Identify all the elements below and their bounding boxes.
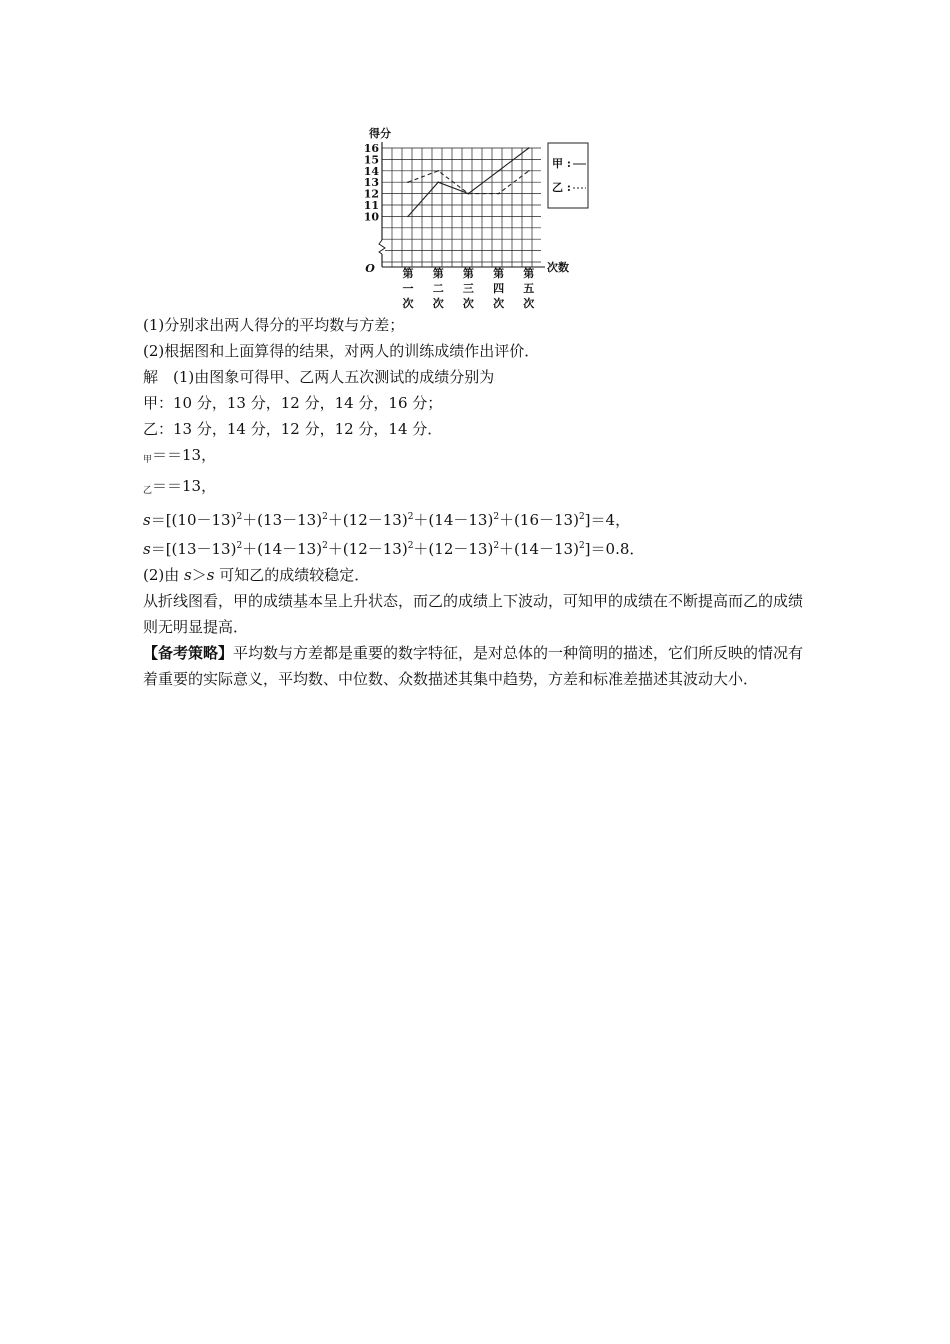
square-exp: 2 [236,541,243,551]
score-line-chart [360,125,600,310]
var-symbol: s [206,566,215,584]
y-tick-label: 16 [363,142,379,155]
var-term: ＝[(13－13) [150,540,237,558]
data-point [528,147,530,149]
data-point [437,181,439,183]
strategy-paragraph [143,640,813,692]
x-axis-label: 次数 [547,261,569,274]
var-term: ＋(13－13) [242,511,323,529]
x-tick-label: 次 [462,297,474,310]
var-term: ＋(12－13) [413,540,494,558]
x-tick-label: 三 [462,282,474,295]
y-axis-label: 得分 [369,127,391,140]
mean-yi [143,473,813,504]
y-tick-label: 15 [363,153,379,167]
chart-svg [360,125,600,310]
var-term: ＋(14－13) [242,540,323,558]
legend-label: 甲 : [552,157,571,170]
x-tick-label: 第 [462,267,474,280]
part2-suffix: 可知乙的成绩较稳定． [214,566,370,584]
square-exp: 2 [493,512,500,522]
var-term: ＋(12－13) [327,511,408,529]
mean-jia-value: ＝＝13， [152,446,217,464]
variance-jia [143,504,813,533]
mean-jia [143,442,813,473]
origin-label: O [365,262,375,275]
data-point [468,193,470,195]
x-tick-label: 第 [402,267,414,280]
x-tick-label: 五 [523,282,535,295]
data-point [498,193,500,195]
gt-symbol: ＞ [191,566,207,584]
square-exp: 2 [322,512,328,522]
yi-scores: 乙：13 分，14 分，12 分，12 分，14 分． [143,420,443,438]
jia-scores: 甲：10 分，13 分，12 分，14 分，16 分； [143,394,443,412]
var-symbol: s [184,566,192,584]
y-tick-label: 10 [363,210,379,224]
solution-intro: 解 (1)由图象可得甲、乙两人五次测试的成绩分别为 [143,368,495,386]
data-point [437,170,439,172]
legend-box [548,143,588,208]
square-exp: 2 [407,541,414,551]
x-tick-label: 第 [523,267,535,280]
var-result: ]＝4， [584,511,631,529]
data-point [528,170,530,172]
mean-jia-sub: 甲 [143,455,153,465]
y-tick-label: 11 [363,199,379,212]
x-tick-label: 次 [493,297,505,310]
mean-yi-sub: 乙 [143,486,153,496]
y-tick-label: 14 [363,164,379,178]
var-symbol: s [143,540,151,558]
x-tick-label: 第 [432,267,444,280]
part-2-conclusion [143,562,813,588]
data-point [407,181,409,183]
x-tick-label: 第 [493,267,505,280]
square-exp: 2 [493,541,500,551]
var-symbol: s [143,511,151,529]
data-point [407,216,409,218]
var-term: ＋(14－13) [413,511,494,529]
x-tick-label: 次 [432,297,444,310]
legend-label: 乙 : [552,181,571,194]
var-term: ＝[(10－13) [150,511,237,529]
strategy-title: 【备考策略】 [143,644,234,662]
square-exp: 2 [578,512,585,522]
square-exp: 2 [322,541,328,551]
square-exp: 2 [407,512,414,522]
var-term: ＋(14－13) [499,540,579,558]
x-tick-label: 次 [402,297,414,310]
square-exp: 2 [578,541,585,551]
mean-yi-value: ＝＝13， [152,477,217,495]
variance-yi [143,533,813,562]
x-tick-label: 二 [432,282,444,295]
analysis-paragraph: 从折线图看，甲的成绩基本呈上升状态，而乙的成绩上下波动，可知甲的成绩在不断提高而乙的成绩则无明显提高． [143,592,804,636]
x-tick-label: 一 [402,282,414,295]
var-term: ＋(16－13) [499,511,579,529]
square-exp: 2 [236,512,243,522]
question-1: (1)分别求出两人得分的平均数与方差； [143,316,405,334]
strategy-body: 平均数与方差都是重要的数字特征，是对总体的一种简明的描述，它们所反映的情况有着重要的实际意义，平均数、中位数、众数描述其集中趋势，方差和标准差描述其波动大小． [143,644,804,688]
x-tick-label: 四 [493,282,505,295]
solution-text [143,312,813,692]
var-result: ]＝0.8． [584,540,645,558]
x-tick-label: 次 [523,297,535,310]
question-2: (2)根据图和上面算得的结果，对两人的训练成绩作出评价． [143,342,540,360]
data-point [498,170,500,172]
part2-prefix: (2)由 [143,566,185,584]
y-tick-label: 13 [363,176,379,190]
var-term: ＋(12－13) [327,540,408,558]
y-tick-label: 12 [363,187,379,201]
